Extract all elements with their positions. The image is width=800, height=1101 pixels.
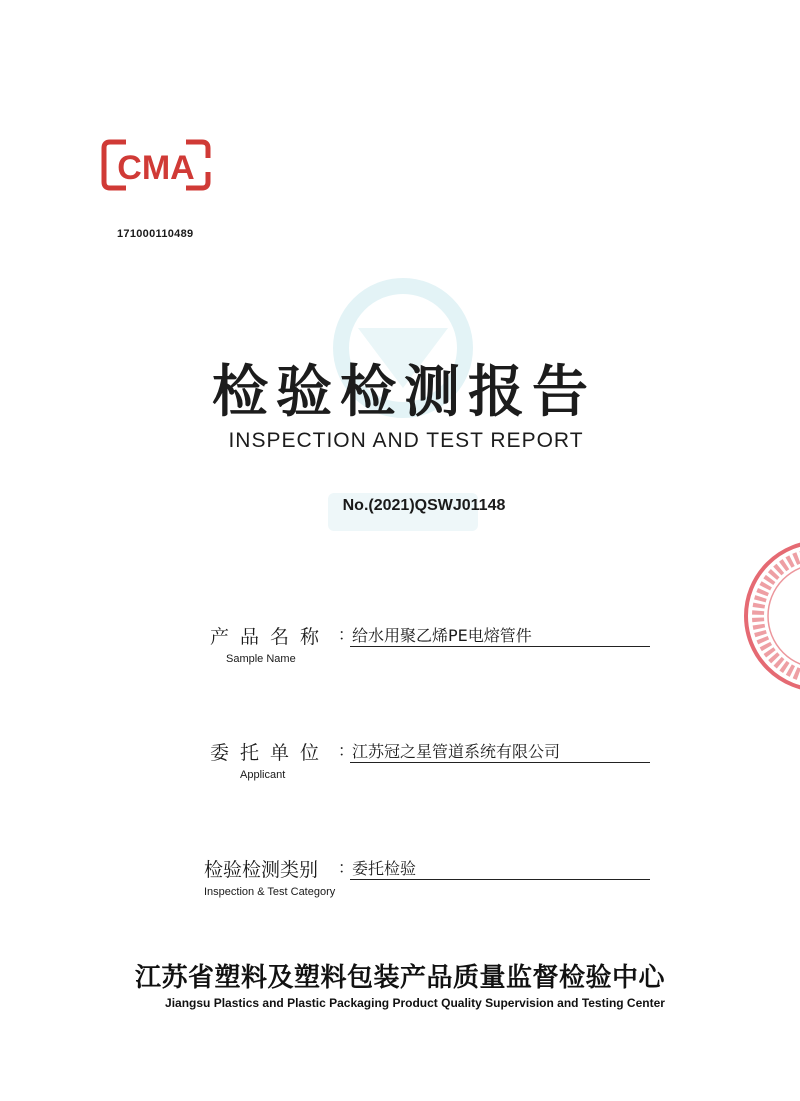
field-label-cn: 委托单位 (210, 742, 331, 764)
field-label-cn: 产品名称 (210, 626, 331, 648)
field-value: 江苏冠之星管道系统有限公司 (352, 742, 561, 761)
report-title-en: INSPECTION AND TEST REPORT (228, 429, 584, 452)
field-label-en: Applicant (240, 769, 286, 781)
field-test-category (200, 855, 652, 915)
field-underline (350, 762, 650, 763)
field-colon: ： (338, 625, 355, 644)
issuer-name-en: Jiangsu Plastics and Plastic Packaging Product Quality Supervision and Testing Center (165, 996, 665, 1010)
field-colon: ： (338, 858, 355, 877)
field-applicant (200, 738, 652, 798)
field-label-en: Inspection & Test Category (204, 886, 336, 898)
cma-logo (100, 136, 212, 194)
field-value: 委托检验 (352, 859, 417, 878)
red-seal-stamp (738, 534, 800, 698)
field-sample-name (200, 622, 652, 682)
field-colon: ： (338, 741, 355, 760)
report-title-cn: 检验检测报告 (212, 359, 596, 425)
field-underline (350, 646, 650, 647)
report-number: No.(2021)QSWJ01148 (342, 497, 506, 514)
field-underline (350, 879, 650, 880)
field-label-en: Sample Name (226, 653, 296, 665)
certificate-number: 171000110489 (117, 228, 194, 240)
cma-logo-text: CMA (117, 149, 195, 187)
issuer-name-cn: 江苏省塑料及塑料包装产品质量监督检验中心 (134, 963, 665, 993)
field-label-cn: 检验检测类别 (204, 859, 319, 881)
field-value: 给水用聚乙烯PE电熔管件 (352, 626, 532, 645)
